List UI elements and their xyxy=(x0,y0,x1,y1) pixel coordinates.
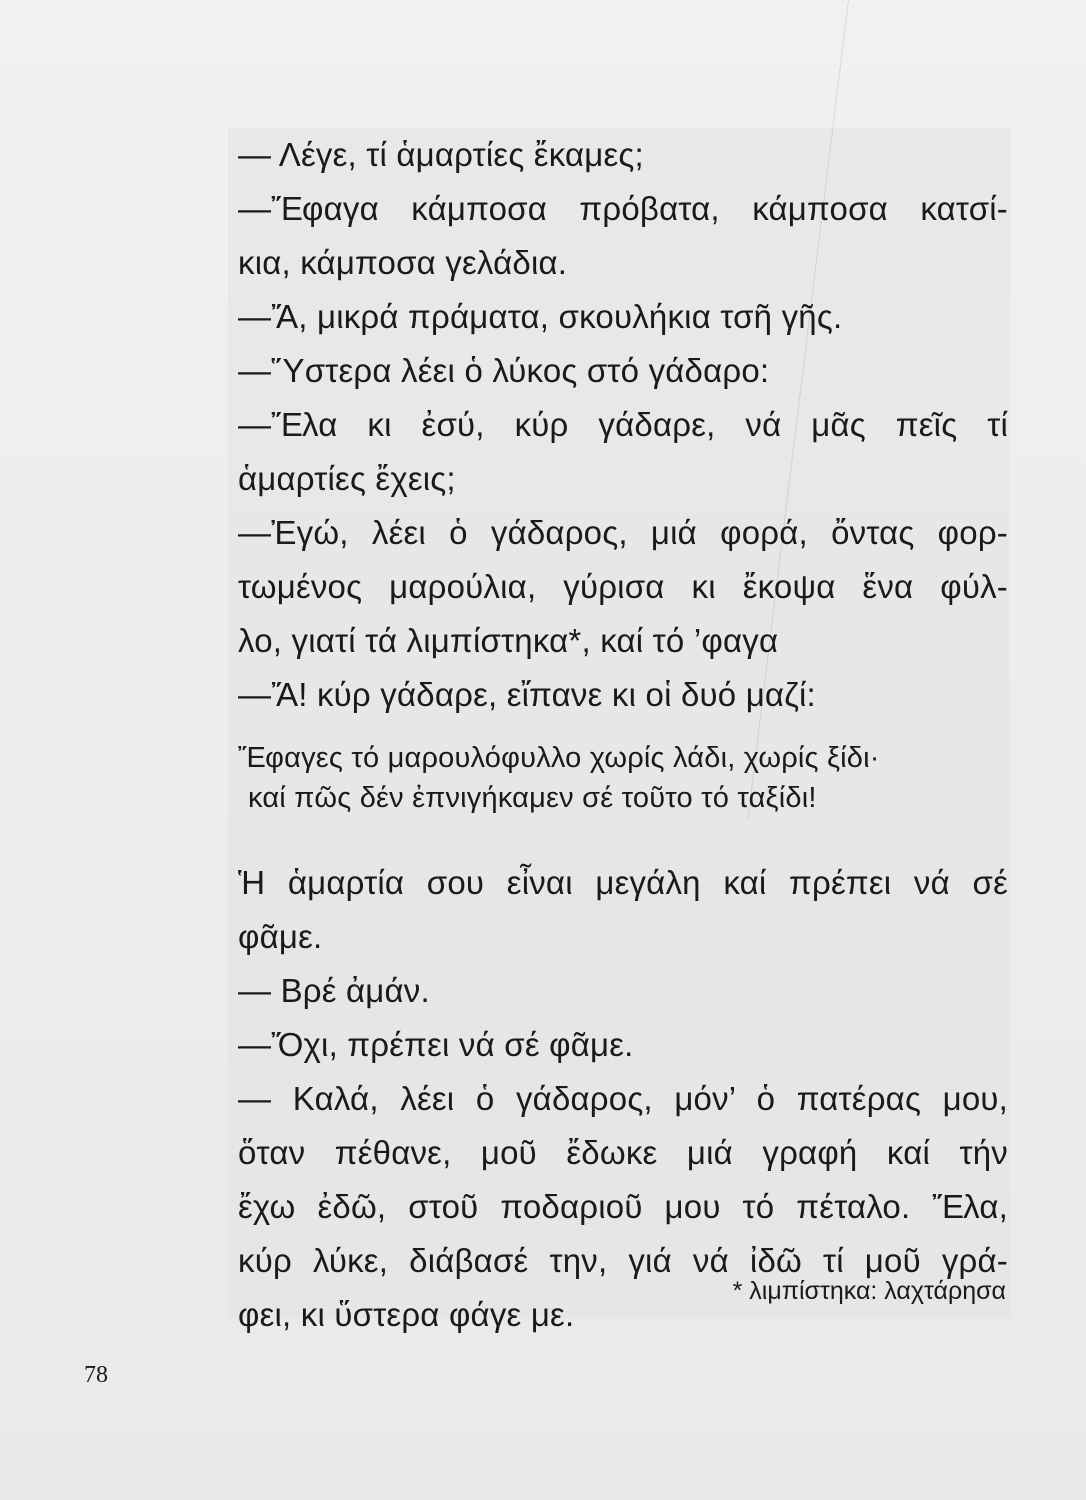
text-line: —Ὕστερα λέει ὁ λύκος στό γάδαρο: xyxy=(238,352,770,389)
text-line: — Βρέ ἀμάν. xyxy=(238,972,430,1009)
text-line: φει, κι ὕστερα φάγε με. xyxy=(238,1296,575,1333)
verse-line: Ἔφαγες τό μαρουλόφυλλο χωρίς λάδι, χωρίς ξίδι· xyxy=(238,742,880,774)
page-number: 78 xyxy=(84,1362,108,1388)
text-line: λο, γιατί τά λιμπίστηκα*, καί τό ’φαγα xyxy=(238,622,779,659)
text-line: ἁμαρτίες ἔχεις; xyxy=(238,460,456,497)
text-line: ὅταν πέθανε, μοῦ ἔδωκε μιά γραφή καί τήν xyxy=(238,1134,1008,1171)
body-text xyxy=(238,128,1008,1342)
text-line: τωμένος μαρούλια, γύρισα κι ἔκοψα ἕνα φύλ- xyxy=(238,568,1008,605)
text-line: —Ἄ, μικρά πράματα, σκουλήκια τσῆ γῆς. xyxy=(238,298,843,335)
text-line: —Ὄχι, πρέπει νά σέ φᾶμε. xyxy=(238,1026,634,1063)
footnote: * λιμπίστηκα: λαχτάρησα xyxy=(732,1277,1006,1305)
text-line: Ἡ ἁμαρτία σου εἶναι μεγάλη καί πρέπει νά σέ xyxy=(238,864,1008,901)
text-line: —Ἔλα κι ἐσύ, κύρ γάδαρε, νά μᾶς πεῖς τί xyxy=(238,406,1008,443)
text-line: — Λέγε, τί ἁμαρτίες ἔκαμες; xyxy=(238,136,644,173)
text-line: φᾶμε. xyxy=(238,918,323,955)
text-line: — Καλά, λέει ὁ γάδαρος, μόν’ ὁ πατέρας μου, xyxy=(238,1080,1008,1117)
text-line: κια, κάμποσα γελάδια. xyxy=(238,244,568,281)
verse-line: καί πῶς δέν ἐπνιγήκαμεν σέ τοῦτο τό ταξίδι! xyxy=(248,782,817,814)
text-line: ἔχω ἐδῶ, στοῦ ποδαριοῦ μου τό πέταλο. Ἔλα, xyxy=(238,1188,1008,1225)
text-line: —Ἄ! κύρ γάδαρε, εἴπανε κι οἱ δυό μαζί: xyxy=(238,676,816,713)
text-line: κύρ λύκε, διάβασέ την, γιά νά ἰδῶ τί μοῦ γρά- xyxy=(238,1242,1008,1279)
text-line: —Ἐγώ, λέει ὁ γάδαρος, μιά φορά, ὄντας φορ- xyxy=(238,514,1008,551)
text-line: —Ἔφαγα κάμποσα πρόβατα, κάμποσα κατσί- xyxy=(238,190,1008,227)
stanza-gap xyxy=(238,818,1008,856)
